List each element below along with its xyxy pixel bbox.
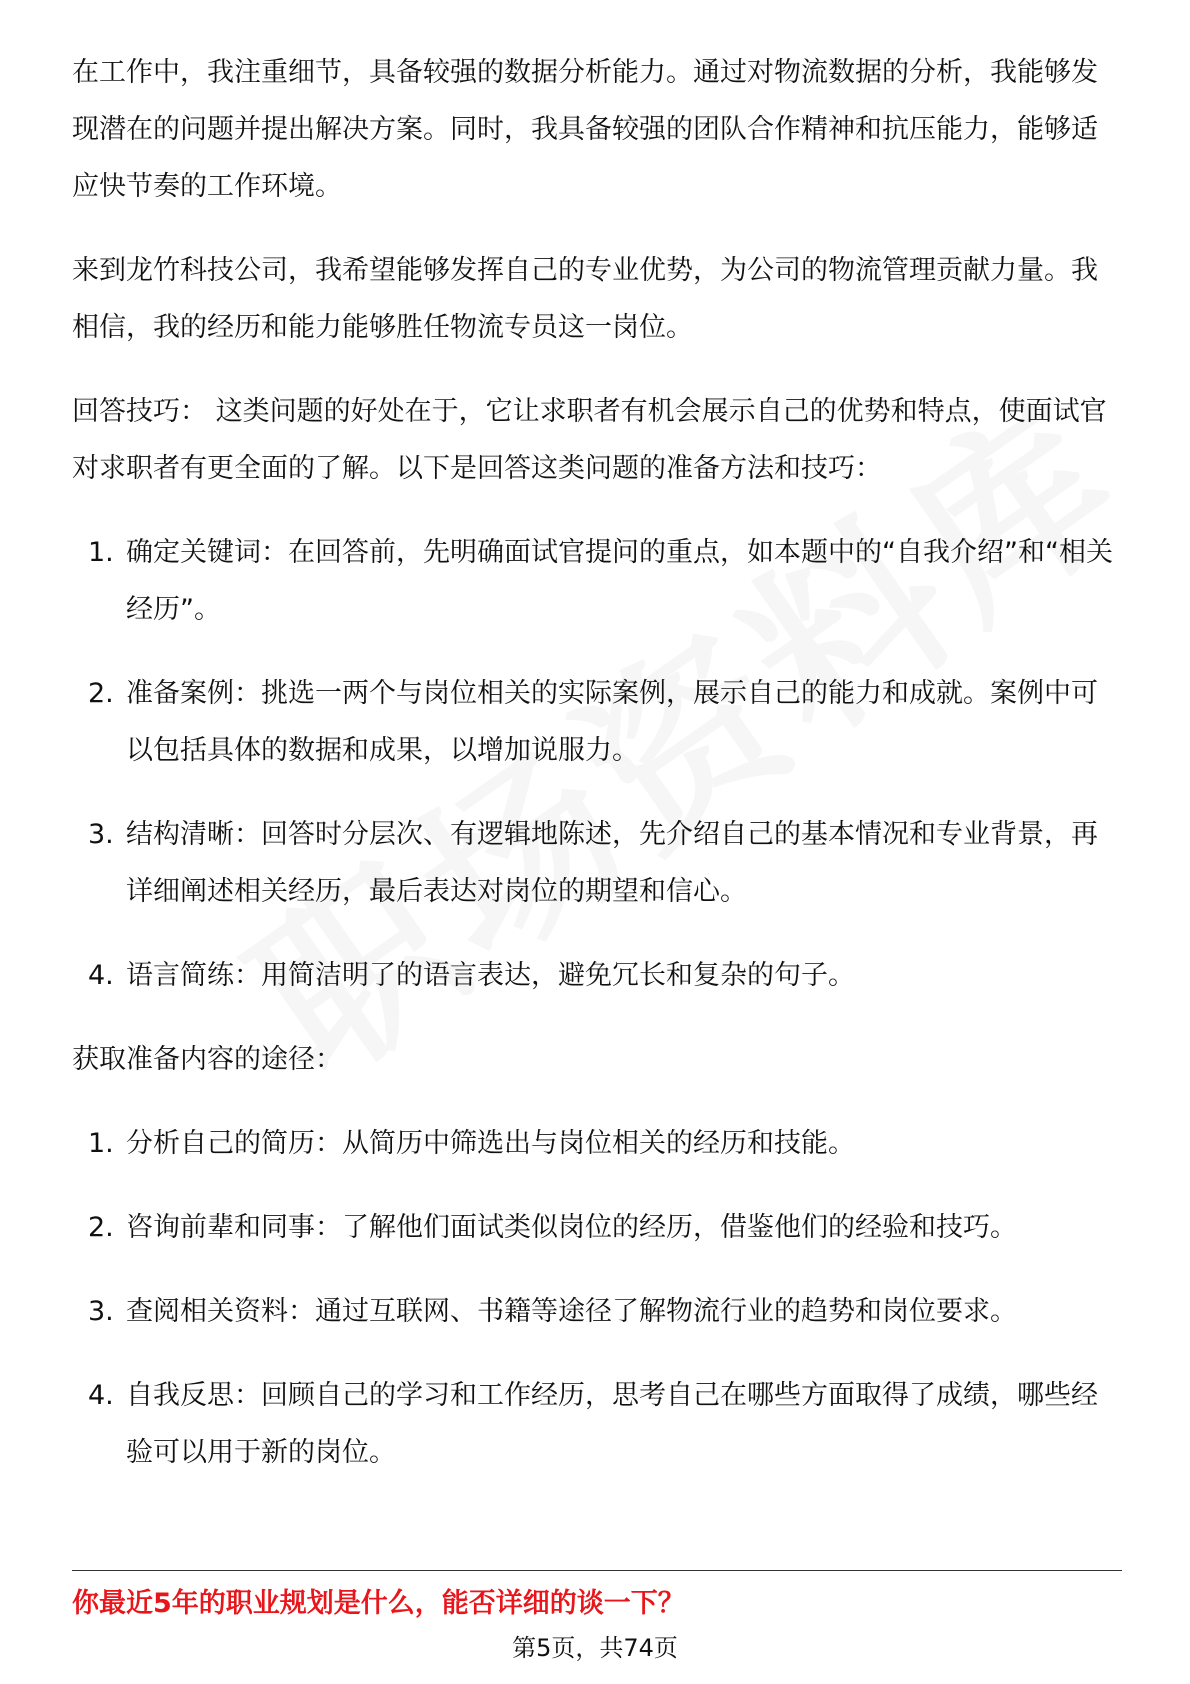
list-item <box>72 524 1122 638</box>
answer-tips-intro: 回答技巧： 这类问题的好处在于，它让求职者有机会展示自己的优势和特点，使面试官对求职者有更全面的了解。以下是回答这类问题的准备方法和技巧： <box>72 396 1107 484</box>
list-number: 3. <box>88 819 114 850</box>
list-text: 查阅相关资料：通过互联网、书籍等途径了解物流行业的趋势和岗位要求。 <box>126 1296 1017 1327</box>
list-item <box>72 947 1122 1004</box>
sources-list <box>72 1115 1122 1481</box>
list-number: 1. <box>88 537 114 568</box>
paragraph: 在工作中，我注重细节，具备较强的数据分析能力。通过对物流数据的分析，我能够发现潜在的问题并提出解决方案。同时，我具备较强的团队合作精神和抗压能力，能够适应快节奏的工作环境。 <box>72 57 1098 202</box>
list-item <box>72 1283 1122 1340</box>
next-question-heading: 你最近5年的职业规划是什么，能否详细的谈一下？ <box>72 1588 685 1619</box>
divider <box>72 1570 1122 1571</box>
page-footer: 第5页，共74页 <box>512 1634 678 1662</box>
list-text: 结构清晰：回答时分层次、有逻辑地陈述，先介绍自己的基本情况和专业背景，再详细阐述相关经历，最后表达对岗位的期望和信心。 <box>126 819 1098 907</box>
list-text: 语言简练：用简洁明了的语言表达，避免冗长和复杂的句子。 <box>126 960 855 991</box>
list-number: 1. <box>88 1128 114 1159</box>
list-item <box>72 806 1122 920</box>
paragraph: 来到龙竹科技公司，我希望能够发挥自己的专业优势，为公司的物流管理贡献力量。我相信，我的经历和能力能够胜任物流专员这一岗位。 <box>72 255 1098 343</box>
list-item <box>72 665 1122 779</box>
list-item <box>72 1367 1122 1481</box>
sources-heading: 获取准备内容的途径： <box>72 1044 342 1075</box>
tips-list <box>72 524 1122 1004</box>
list-text: 咨询前辈和同事：了解他们面试类似岗位的经历，借鉴他们的经验和技巧。 <box>126 1212 1017 1243</box>
document-body <box>72 44 1122 1508</box>
list-text: 自我反思：回顾自己的学习和工作经历，思考自己在哪些方面取得了成绩，哪些经验可以用于新的岗位。 <box>126 1380 1098 1468</box>
list-item <box>72 1115 1122 1172</box>
list-number: 3. <box>88 1296 114 1327</box>
list-item <box>72 1199 1122 1256</box>
list-number: 4. <box>88 960 114 991</box>
list-number: 2. <box>88 678 114 709</box>
list-number: 2. <box>88 1212 114 1243</box>
list-number: 4. <box>88 1380 114 1411</box>
list-text: 确定关键词：在回答前，先明确面试官提问的重点，如本题中的“自我介绍”和“相关经历”。 <box>126 537 1113 625</box>
list-text: 分析自己的简历：从简历中筛选出与岗位相关的经历和技能。 <box>126 1128 855 1159</box>
list-text: 准备案例：挑选一两个与岗位相关的实际案例，展示自己的能力和成就。案例中可以包括具体的数据和成果，以增加说服力。 <box>126 678 1098 766</box>
